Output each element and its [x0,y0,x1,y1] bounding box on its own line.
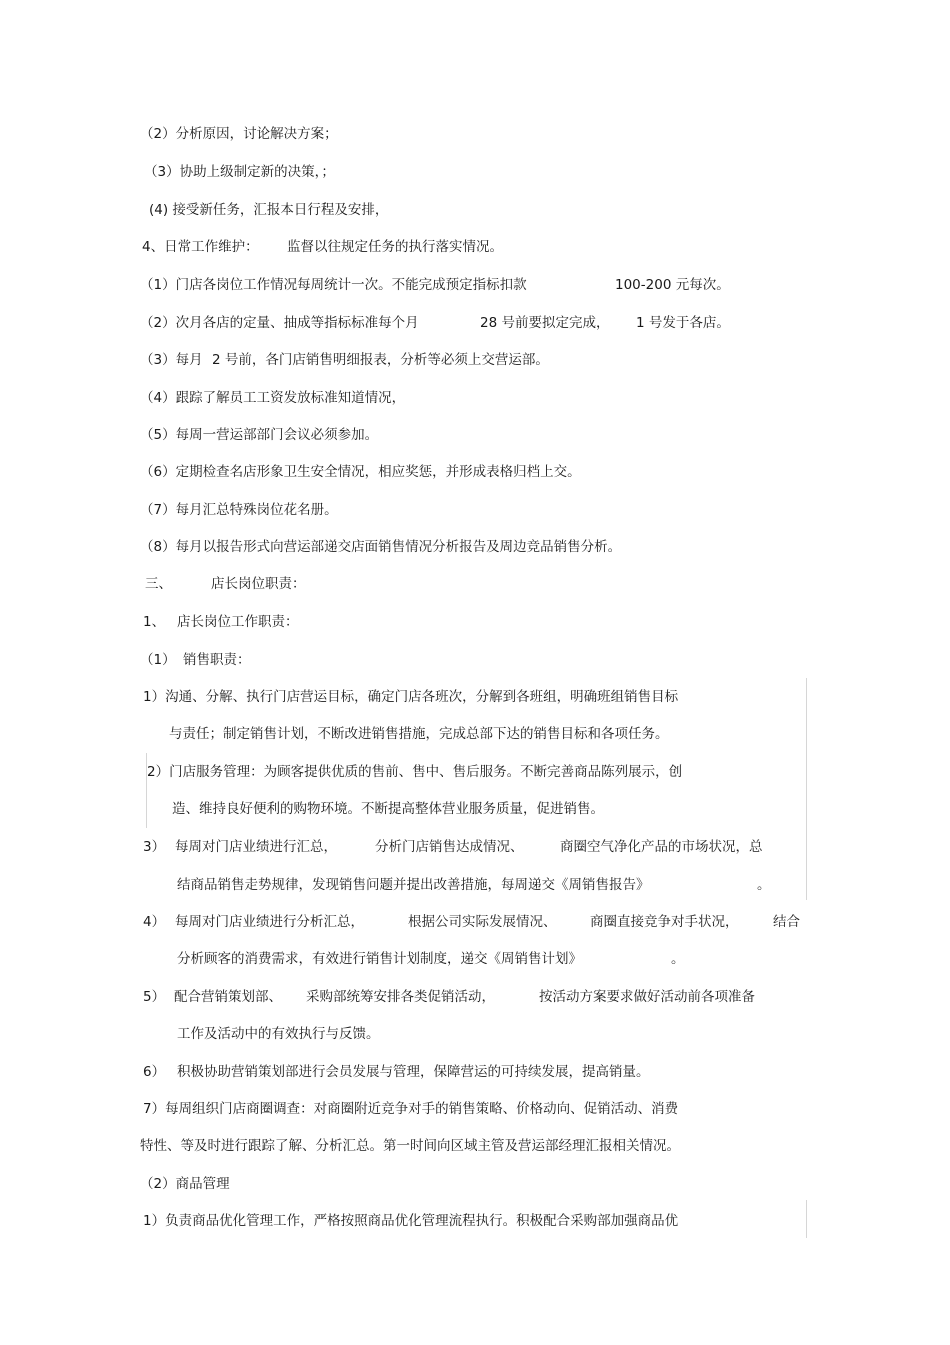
section-title: 店长岗位职责： [211,576,306,592]
item-title: 销售职责： [183,652,251,668]
text-line: 与责任；制定销售计划，不断改进销售措施，完成总部下达的销售目标和各项任务。 [169,726,669,742]
text-segment: 每周对门店业绩进行分析汇总， [175,914,364,930]
text-segment: 按活动方案要求做好活动前各项准备 [539,989,755,1005]
text-line: （6）定期检查名店形象卫生安全情况，相应奖惩，并形成表格归档上交。 [140,464,581,480]
text-line: （4）跟踪了解员工工资发放标准知道情况， [140,390,406,406]
text-line: 造、维持良好便利的购物环境。不断提高整体营业服务质量，促进销售。 [172,801,604,817]
frame-line-right-bottom [806,1200,807,1238]
item-number: 4） [143,914,166,930]
item-number: 5） [143,989,166,1005]
text-line: 1）负责商品优化管理工作，严格按照商品优化管理流程执行。积极配合采购部加强商品优 [143,1213,679,1229]
text-segment: 采购部统筹安排各类促销活动， [306,989,495,1005]
text-line: （2）分析原因，讨论解决方案； [140,126,338,142]
text-line: （8）每月以报告形式向营运部递交店面销售情况分析报告及周边竞品销售分析。 [140,539,622,555]
text-segment: 。 [757,877,771,893]
text-segment: 2 号前，各门店销售明细报表，分析等必须上交营运部。 [212,352,549,368]
section-heading: 4、日常工作维护： [142,239,259,255]
text-segment: 积极协助营销策划部进行会员发展与管理，保障营运的可持续发展，提高销量。 [177,1064,650,1080]
text-segment: 28 号前要拟定完成， [480,315,610,331]
text-line: 工作及活动中的有效执行与反馈。 [177,1026,380,1042]
text-segment: （1）门店各岗位工作情况每周统计一次。不能完成预定指标扣款 [140,277,527,293]
text-segment: 监督以往规定任务的执行落实情况。 [287,239,503,255]
text-segment: （2）次月各店的定量、抽成等指标标准每个月 [140,315,419,331]
text-line: (4) 接受新任务，汇报本日行程及安排， [149,202,389,218]
text-segment: 分析门店销售达成情况、 [375,839,524,855]
subsection-title: 店长岗位工作职责： [177,614,299,630]
text-line: （2）商品管理 [140,1176,230,1192]
text-segment: 每周对门店业绩进行汇总， [175,839,337,855]
text-segment: 。 [671,951,685,967]
text-segment: 分析顾客的消费需求，有效进行销售计划制度，递交《周销售计划》 [177,951,582,967]
frame-line-right [806,678,807,900]
text-segment: 商圈空气净化产品的市场状况，总 [560,839,763,855]
item-number: （1） [140,652,176,668]
text-segment: 100-200 元每次。 [615,277,730,293]
text-segment: 结合 [773,914,800,930]
text-line: 2）门店服务管理：为顾客提供优质的售前、售中、售后服务。不断完善商品陈列展示，创 [147,764,683,780]
item-number: 6） [143,1064,166,1080]
text-line: （3）协助上级制定新的决策，； [144,164,335,180]
text-segment: 配合营销策划部、 [174,989,282,1005]
text-line: 1）沟通、分解、执行门店营运目标，确定门店各班次，分解到各班组，明确班组销售目标 [143,689,679,705]
text-segment: 1 号发于各店。 [636,315,730,331]
text-segment: 根据公司实际发展情况、 [408,914,557,930]
item-number: 3） [143,839,166,855]
section-number: 三、 [145,576,172,592]
text-line: （7）每月汇总特殊岗位花名册。 [140,502,338,518]
text-segment: 结商品销售走势规律，发现销售问题并提出改善措施，每周递交《周销售报告》 [177,877,650,893]
text-line: （5）每周一营运部部门会议必须参加。 [140,427,379,443]
text-line: 特性、等及时进行跟踪了解、分析汇总。第一时间向区域主管及营运部经理汇报相关情况。 [140,1138,680,1154]
text-segment: 商圈直接竞争对手状况， [590,914,739,930]
subsection-number: 1、 [143,614,166,630]
text-line: 7）每周组织门店商圈调查：对商圈附近竞争对手的销售策略、价格动向、促销活动、消费 [143,1101,679,1117]
text-segment: （3）每月 [140,352,203,368]
